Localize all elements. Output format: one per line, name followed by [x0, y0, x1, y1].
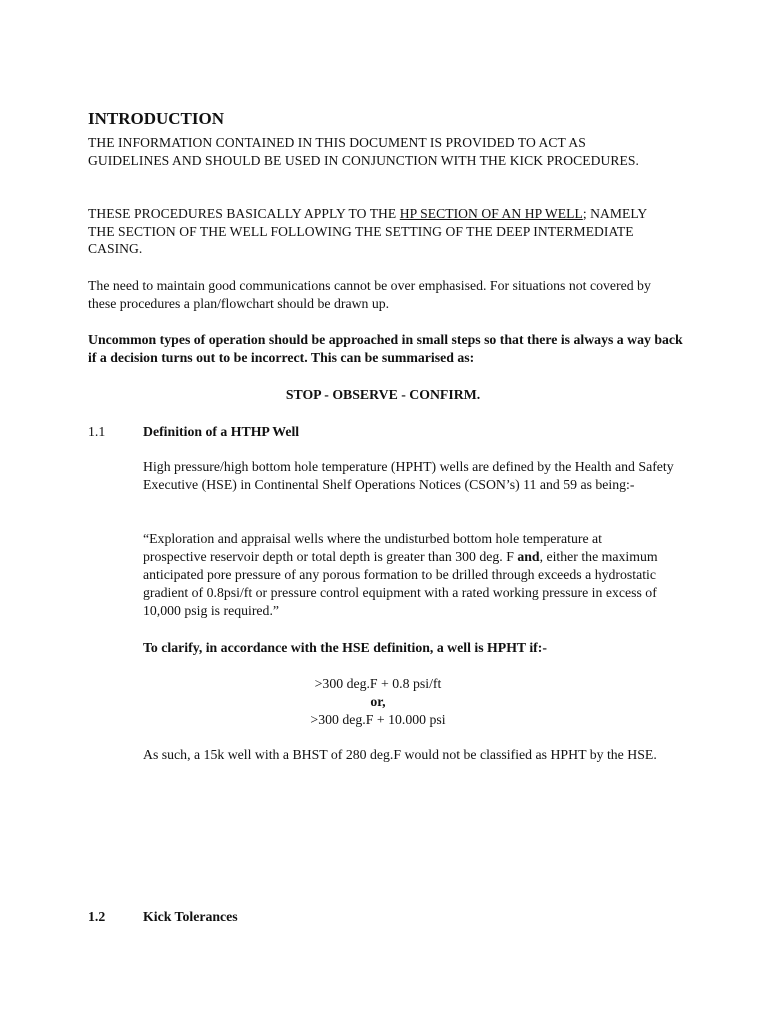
hpht-condition-2: >300 deg.F + 10.000 psi	[310, 712, 446, 727]
intro-paragraph-2-end: ; NAMELY THE SECTION OF THE WELL FOLLOWING THE SETTING OF THE DEEP INTERMEDIATE CASING.	[88, 206, 647, 256]
communications-paragraph: The need to maintain good communications cannot be over emphasised. For situations not covered by these procedures a plan/flowchart should be drawn up.	[88, 278, 651, 311]
intro-paragraph-2	[88, 205, 668, 258]
clarify-statement: To clarify, in accordance with the HSE definition, a well is HPHT if:-	[143, 640, 547, 655]
hpht-definition-paragraph: High pressure/high bottom hole temperature (HPHT) wells are defined by the Health and Safety Executive (HSE) in Continental Shelf Operations Notices (CSON’s) 11 and 59 as being:-	[143, 459, 674, 492]
hse-quote	[143, 530, 658, 620]
section-title-kick-tolerances: Kick Tolerances	[143, 909, 238, 924]
hpht-condition-1: >300 deg.F + 0.8 psi/ft	[314, 676, 442, 691]
section-number-1-2: 1.2	[88, 909, 106, 924]
introduction-heading: INTRODUCTION	[88, 109, 225, 128]
section-title-hthp-definition: Definition of a HTHP Well	[143, 424, 300, 439]
uncommon-operations-paragraph: Uncommon types of operation should be approached in small steps so that there is always a way back if a decision turns out to be incorrect. This can be summarised as:	[88, 332, 683, 365]
bhst-example-paragraph: As such, a 15k well with a BHST of 280 deg.F would not be classified as HPHT by the HSE.	[143, 747, 657, 762]
hpht-condition-or: or,	[370, 694, 386, 709]
stop-observe-confirm: STOP - OBSERVE - CONFIRM.	[285, 387, 481, 402]
intro-paragraph-1: THE INFORMATION CONTAINED IN THIS DOCUMENT IS PROVIDED TO ACT AS GUIDELINES AND SHOULD BE USED IN CONJUNCTION WITH THE KICK PROCEDURES.	[88, 135, 639, 168]
intro-paragraph-2-start: THESE PROCEDURES BASICALLY APPLY TO THE	[88, 206, 400, 221]
hse-quote-start: “Exploration and appraisal wells where the undisturbed bottom hole temperature at prospective reservoir depth or total depth is greater than 300 deg. F	[143, 531, 602, 564]
section-number-1-1: 1.1	[88, 424, 106, 439]
hse-quote-end: , either the maximum anticipated pore pressure of any porous formation to be drilled through exceeds a hydrostatic gradient of 0.8psi/ft or pressure control equipment with a rated working pressure in excess of 10,000 psig is required.”	[143, 549, 658, 618]
hp-section-underlined: HP SECTION OF AN HP WELL	[399, 206, 583, 221]
hse-quote-and: and	[517, 549, 540, 564]
